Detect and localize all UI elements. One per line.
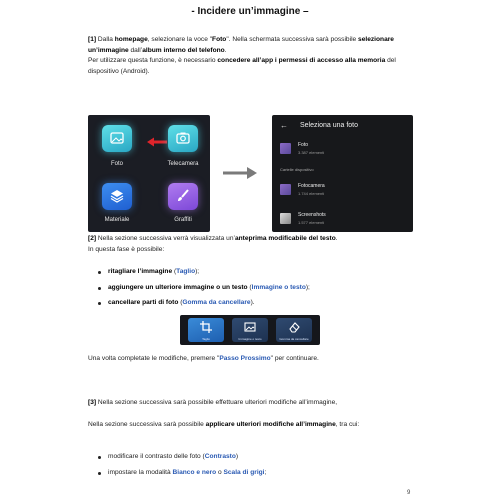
back-arrow-icon: ← [280,121,288,130]
list-item: Fotocamera 1.744 elementi [280,183,405,201]
list-item: modificare il contrasto delle foto (Contrasto) [96,452,436,463]
folder-thumbnail [280,184,291,195]
image-icon [102,125,132,152]
page-number: 9 [407,490,411,496]
crop-button: Taglio [188,318,224,342]
list-item: ritagliare l’immagine (Taglio); [96,267,436,278]
edit-toolbar-screenshot [180,315,320,345]
eraser-icon [288,321,300,333]
app-grid-screenshot [88,115,210,232]
folder-thumbnail [280,213,291,224]
folder-thumbnail [280,143,291,154]
photo-picker-screenshot [272,115,413,232]
list-item: cancellare parti di foto (Gomma da cancellare). [96,298,436,309]
image-text-icon [244,321,256,333]
list-item: impostare la modalità Bianco e nero o Scala di grigi; [96,468,436,479]
page-title: - Incidere un’immagine – [191,6,309,17]
tile-label-materiale: Materiale [104,217,130,223]
tile-label-telecamera: Telecamera [167,161,199,167]
crop-icon [200,321,212,333]
step2-paragraph: [2] Nella sezione successiva verrà visualizzata un’anteprima modificabile del testo. In questa fase è possibile: [88,235,338,253]
picker-title: Seleziona una foto [300,122,358,129]
brush-icon [168,183,198,210]
step3-paragraph-2: Nella sezione successiva sarà possibile applicare ulteriori modifiche all’immagine, tra cui: [88,421,360,428]
step1-paragraph: [1] Dalla homepage, selezionare la voce "Foto". Nella schermata successiva sarà possibile selezionare un’immagine dall’album interno del telefono. Per utilizzare questa funzione, è necessario concedere all’app i permessi di accesso alla memoria del dispositivo (Android). [88,36,396,75]
image-text-button: Immagine o testo [232,318,268,342]
after-edit-paragraph: Una volta completate le modifiche, premere "Passo Prossimo" per continuare. [88,355,319,362]
camera-icon [168,125,198,152]
list-item: Screenshots 1.577 elementi [280,212,405,230]
layers-icon [102,183,132,210]
section-label: Cartelle dispositivo [280,167,314,172]
step3-bullet-list [96,452,436,483]
step3-paragraph: [3] Nella sezione successiva sarà possibile effettuare ulteriori modifiche all’immagine, [88,399,338,406]
eraser-button: Gomma da cancellare [276,318,312,342]
tile-label-foto: Foto [110,161,123,167]
list-item: aggiungere un ulteriore immagine o un testo (Immagine o testo); [96,283,436,294]
arrow-icon [146,137,168,147]
right-arrow-icon [222,166,258,180]
tile-label-graffiti: Graffiti [174,217,192,223]
step2-bullet-list [96,267,436,314]
list-item: Foto 3.387 elementi [280,142,405,160]
